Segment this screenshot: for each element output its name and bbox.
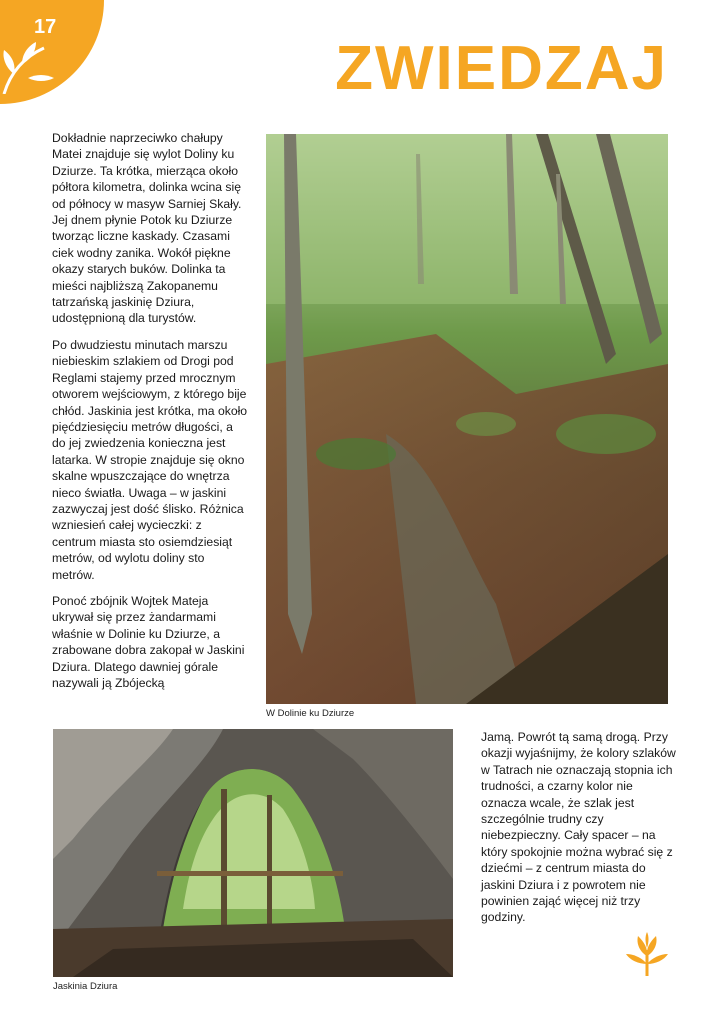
article-column-left [52, 130, 248, 701]
article-paragraph: Jamą. Powrót tą samą drogą. Przy okazji wyjaśnijmy, że kolory szlaków w Tatrach nie oznaczają stopnia ich trudności, a czarny kolor nie oznacza wcale, że szlak jest szczególnie trudny czy niebezpieczny. Cały spacer – na który spokojnie można wybrać się z dziećmi – z centrum miasta do jaskini Dziura i z powrotem nie powinien zająć więcej niż trzy godziny. [481, 730, 676, 925]
article-paragraph: Ponoć zbójnik Wojtek Mateja ukrywał się przez żandarmami właśnie w Dolinie ku Dziurze, a zrabowane dobra zakopał w Jaskini Dziura. Dlatego dawniej górale nazywali ją Zbójecką [52, 593, 245, 690]
page-number: 17 [34, 16, 57, 38]
article-paragraph: Po dwudziestu minutach marszu niebieskim szlakiem od Drogi pod Reglami stajemy przed mrocznym otworem wejściowym, z którego bije chłód. Jaskinia jest krótka, ma około pięćdziesięciu metrów długości, a do jej zwiedzenia konieczna jest latarka. W stropie znajduje się okno skalne wpuszczające do wnętrza nieco światła. Uwaga – w jaskini zazwyczaj jest dość ślisko. Różnica wzniesień całej wycieczki: z centrum miasta sto osiemdziesiąt metrów, od wylotu doliny sto metrów. [52, 337, 248, 582]
article-column-right [481, 729, 677, 926]
leaf-icon [624, 932, 670, 981]
cave-photo-caption: Jaskinia Dziura [53, 981, 118, 992]
section-title: ZWIEDZAJ [335, 34, 668, 103]
cave-photo [53, 729, 453, 977]
valley-photo-caption: W Dolinie ku Dziurze [266, 708, 355, 719]
article-paragraph: Dokładnie naprzeciwko chałupy Matei znajduje się wylot Doliny ku Dziurze. Ta krótka, mierząca około półtora kilometra, dolinka wcina się od północy w masyw Sarniej Skały. Jej dnem płynie Potok ku Dziurze tworząc liczne kaskady. Czasami ciek wodny zanika. Wokół piękne okazy starych buków. Dolinka ta mieści najbliższą Zakopanemu tatrzańską jaskinię Dziura, udostępnioną dla turystów. [52, 131, 242, 326]
valley-photo [266, 134, 668, 704]
page-corner-badge [0, 0, 104, 104]
